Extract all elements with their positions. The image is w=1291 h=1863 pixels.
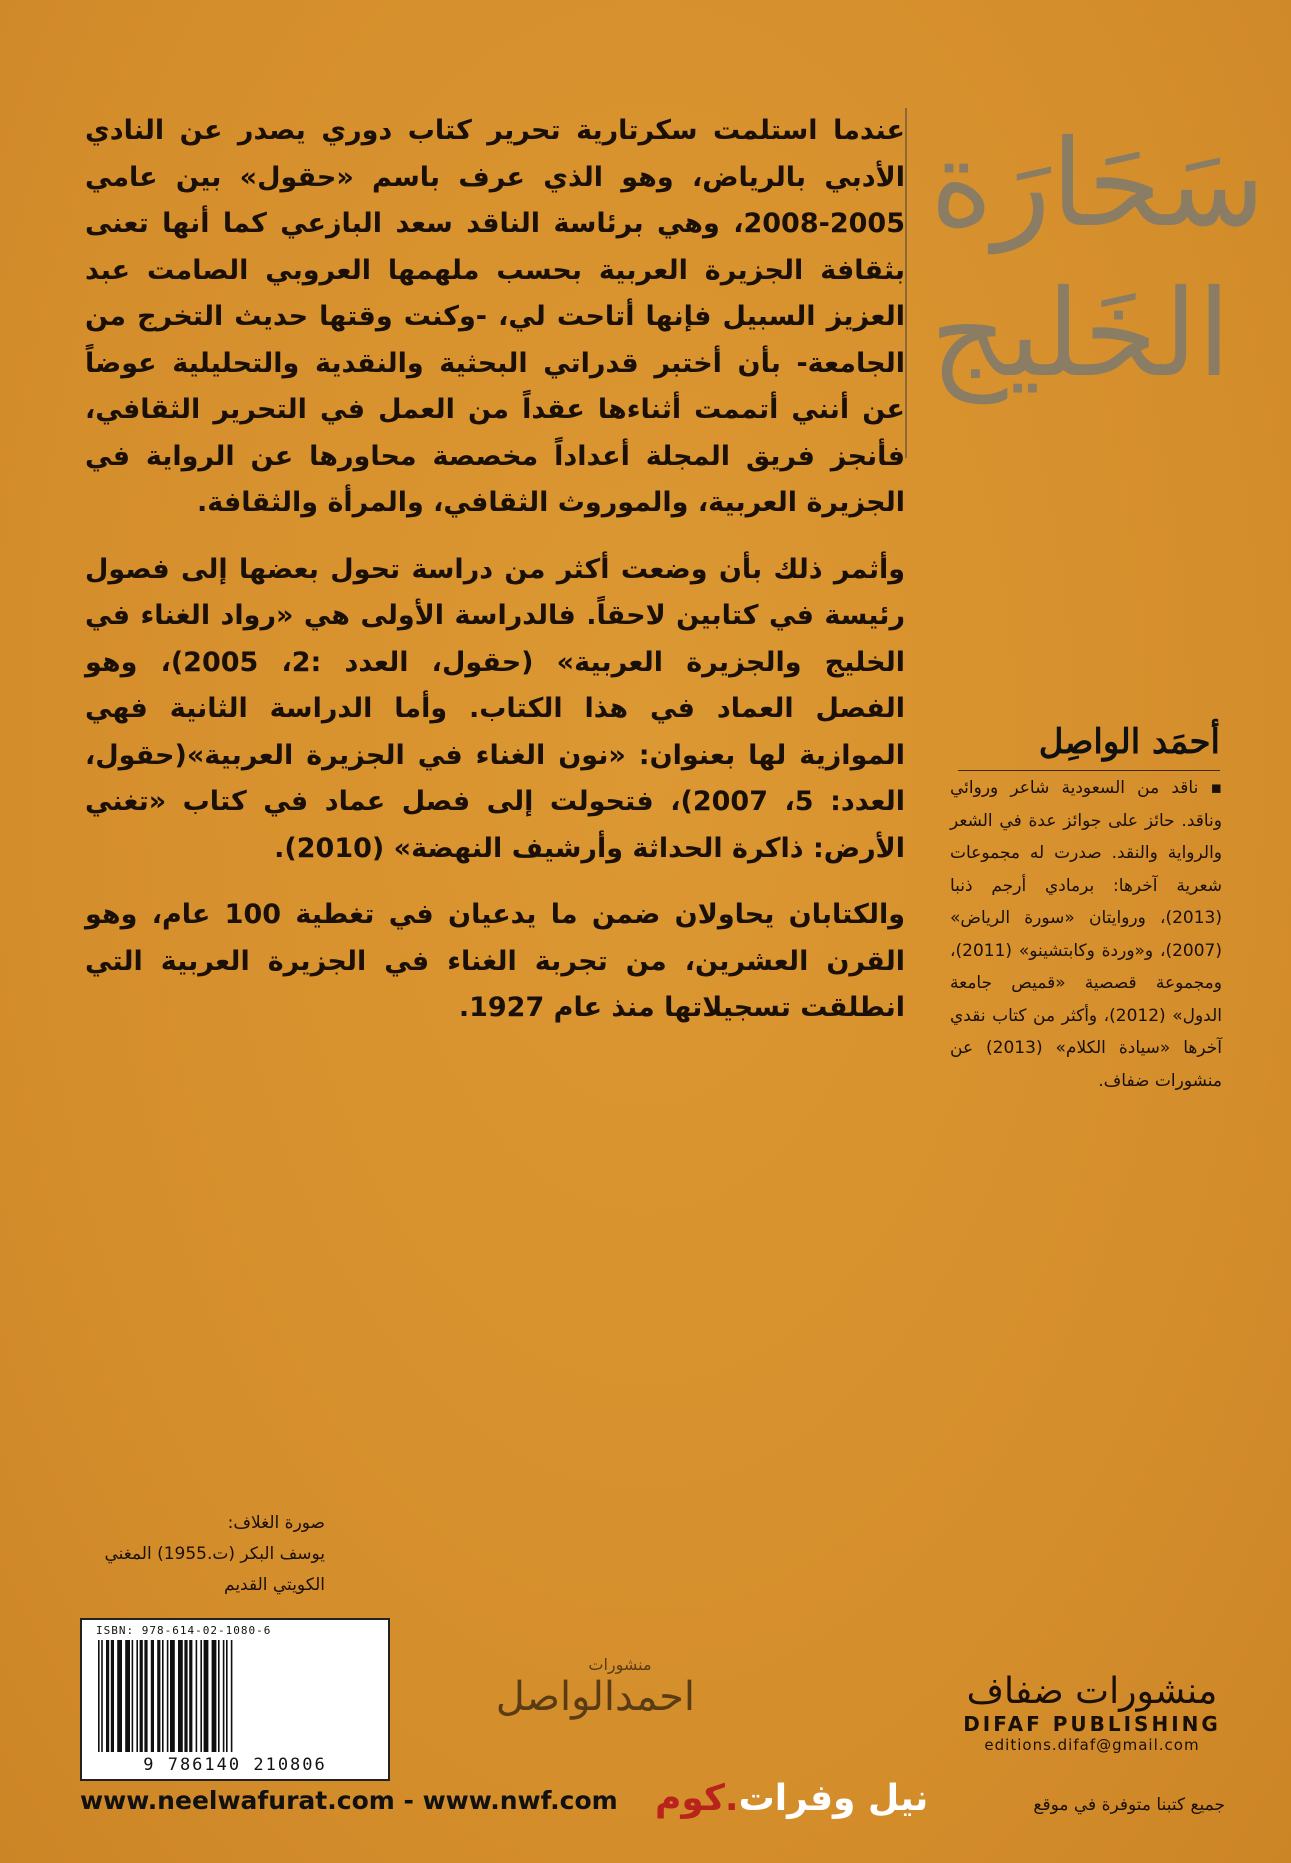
publisher-logo-difaf bbox=[958, 1672, 1226, 1754]
barcode-bar bbox=[98, 1640, 100, 1752]
publisher-logo-big-text: احمدالواصل bbox=[495, 1674, 695, 1720]
publisher-arabic-name: منشورات ضفاف bbox=[966, 1671, 1218, 1712]
barcode-bar bbox=[167, 1640, 169, 1752]
barcode-bar bbox=[101, 1640, 103, 1752]
publisher-logo-alwasel bbox=[495, 1655, 695, 1720]
book-title-line-1: سَحَارَة bbox=[930, 115, 1266, 254]
barcode-bar bbox=[140, 1640, 143, 1752]
barcode-bar bbox=[111, 1640, 114, 1752]
isbn-text: ISBN: 978-614-02-1080-6 bbox=[96, 1624, 272, 1637]
cover-credit bbox=[70, 1508, 325, 1601]
footer-brand bbox=[655, 1778, 928, 1819]
barcode-bar bbox=[231, 1640, 233, 1752]
blurb-text bbox=[85, 108, 905, 1052]
barcode-bar bbox=[125, 1640, 130, 1752]
barcode-bar bbox=[144, 1640, 147, 1752]
blurb-paragraph-2: وأثمر ذلك بأن وضعت أكثر من دراسة تحول بعضها إلى فصول رئيسة في كتابين لاحقاً. فالدراسة الأولى هي «رواد الغناء في الخليج والجزيرة العربية» (حقول، العدد :2، 2005)، وهو الفصل العماد في هذا الكتاب. وأما الدراسة الثانية فهي الموازية لها بعنوان: «نون الغناء في الجزيرة العربية»(حقول، العدد: 5، 2007)، فتحولت إلى فصل عماد في كتاب «تغني الأرض: ذاكرة الحداثة وأرشيف النهضة» (2010). bbox=[85, 553, 905, 864]
barcode-bar bbox=[117, 1640, 122, 1752]
author-divider bbox=[958, 770, 1220, 771]
barcode-bar bbox=[132, 1640, 134, 1752]
barcode-bar bbox=[218, 1640, 220, 1752]
barcode-bar bbox=[196, 1640, 198, 1752]
blurb-paragraph-1: عندما استلمت سكرتارية تحرير كتاب دوري يصدر عن النادي الأدبي بالرياض، وهو الذي عرف باسم «حقول» بين عامي 2005-2008، وهي برئاسة الناقد سعد البازعي كما أنها تعنى بثقافة الجزيرة العربية بحسب ملهمها العروبي الصامت عبد العزيز السبيل فإنها أتاحت لي، -وكنت وقتها حديث التخرج من الجامعة- بأن أختبر قدراتي البحثية والنقدية والتحليلية عوضاً عن أنني أتممت أثناءها عقداً من العمل في التحرير الثقافي، فأنجز فريق المجلة أعداداً مخصصة محاورها عن الرواية في الجزيرة العربية، والموروث الثقافي، والمرأة والثقافة. bbox=[85, 115, 905, 518]
barcode-bar bbox=[106, 1640, 109, 1752]
barcode-bar bbox=[226, 1640, 228, 1752]
cover-credit-label: صورة الغلاف: bbox=[227, 1513, 325, 1533]
barcode-bar bbox=[184, 1640, 187, 1752]
barcode-bar bbox=[157, 1640, 160, 1752]
book-title-line-2: الخَليج bbox=[930, 265, 1231, 404]
cover-credit-line-2: الكويتي القديم bbox=[224, 1575, 325, 1595]
barcode-bar bbox=[204, 1640, 209, 1752]
isbn-barcode bbox=[80, 1618, 390, 1781]
barcode-bars bbox=[96, 1640, 376, 1752]
author-name: أحمَد الواصِل bbox=[1038, 722, 1220, 762]
cover-credit-line-1: يوسف البكر (ت.1955) المغني bbox=[104, 1544, 325, 1564]
barcode-number: 9 786140 210806 bbox=[143, 1755, 327, 1775]
footer-urls: www.neelwafurat.com - www.nwf.com bbox=[80, 1786, 618, 1815]
publisher-english-name: DIFAF PUBLISHING bbox=[963, 1712, 1221, 1736]
barcode-bar bbox=[151, 1640, 154, 1752]
barcode-bar bbox=[189, 1640, 192, 1752]
barcode-bar bbox=[162, 1640, 164, 1752]
barcode-bar bbox=[223, 1640, 225, 1752]
publisher-email: editions.difaf@gmail.com bbox=[984, 1736, 1200, 1754]
barcode-bar bbox=[170, 1640, 175, 1752]
author-bio: ▪ ناقد من السعودية شاعر وروائي وناقد. حائز على جوائز عدة في الشعر والرواية والنقد. صدرت له مجموعات شعرية آخرها: برمادي أرجم ذنبا (2013)، وروايتان «سورة الرياض» (2007)، و«وردة وكابتشينو» (2011)، ومجموعة قصصية «قميص جامعة الدول» (2012)، وأكثر من كتاب نقدي آخرها «سيادة الكلام» (2013) عن منشورات ضفاف. bbox=[950, 778, 1222, 1091]
footer-brand-red: .كوم bbox=[655, 1778, 739, 1819]
footer-brand-white: نيل وفرات bbox=[738, 1778, 929, 1819]
footer-note: جميع كتبنا متوفرة في موقع bbox=[1033, 1795, 1225, 1815]
barcode-bar bbox=[212, 1640, 217, 1752]
barcode-bar bbox=[200, 1640, 202, 1752]
book-title bbox=[930, 110, 1266, 410]
publisher-logo-small-text: منشورات bbox=[588, 1655, 652, 1674]
blurb-paragraph-3: والكتابان يحاولان ضمن ما يدعيان في تغطية 100 عام، وهو القرن العشرين، من تجربة الغناء في الجزيرة العربية التي انطلقت تسجيلاتها منذ عام 1927. bbox=[85, 899, 906, 1023]
barcode-bar bbox=[178, 1640, 183, 1752]
title-divider-line bbox=[905, 108, 907, 458]
barcode-bar bbox=[136, 1640, 138, 1752]
